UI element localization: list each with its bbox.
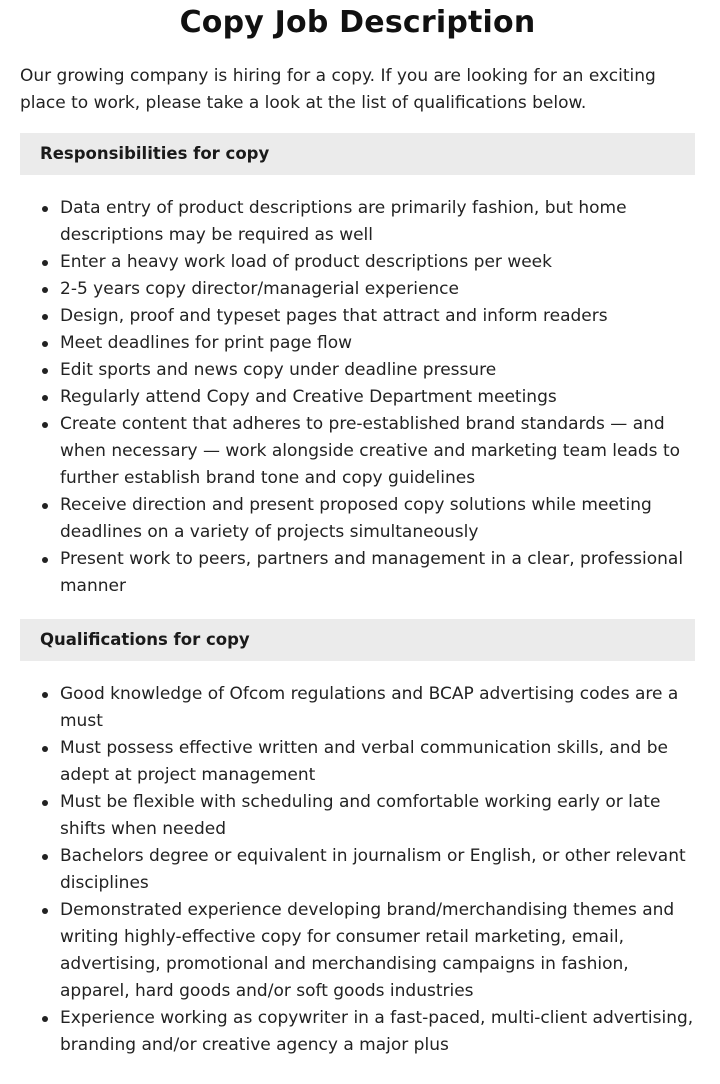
list-item: Enter a heavy work load of product descriptions per week	[60, 249, 695, 276]
responsibilities-list	[20, 195, 695, 600]
list-item: Design, proof and typeset pages that attract and inform readers	[60, 303, 695, 330]
list-item: Data entry of product descriptions are primarily fashion, but home descriptions may be required as well	[60, 195, 695, 249]
list-item: Must be flexible with scheduling and comfortable working early or late shifts when needed	[60, 789, 695, 843]
page-title: Copy Job Description	[179, 5, 536, 40]
list-item: Must possess effective written and verbal communication skills, and be adept at project management	[60, 735, 695, 789]
list-item: Good knowledge of Ofcom regulations and BCAP advertising codes are a must	[60, 681, 695, 735]
responsibilities-heading: Responsibilities for copy	[20, 133, 695, 175]
list-item: Receive direction and present proposed copy solutions while meeting deadlines on a variety of projects simultaneously	[60, 492, 695, 546]
list-item: Experience working as copywriter in a fast-paced, multi-client advertising, branding and/or creative agency a major plus	[60, 1005, 695, 1059]
list-item: Regularly attend Copy and Creative Department meetings	[60, 384, 695, 411]
qualifications-list	[20, 681, 695, 1059]
list-item: Meet deadlines for print page flow	[60, 330, 695, 357]
qualifications-heading: Qualifications for copy	[20, 619, 695, 661]
list-item: Demonstrated experience developing brand/merchandising themes and writing highly-effective copy for consumer retail marketing, email, advertising, promotional and merchandising campaigns in fashion, apparel, hard goods and/or soft goods industries	[60, 897, 695, 1005]
list-item: Present work to peers, partners and management in a clear, professional manner	[60, 546, 695, 600]
list-item: Bachelors degree or equivalent in journalism or English, or other relevant disciplines	[60, 843, 695, 897]
list-item: 2-5 years copy director/managerial experience	[60, 276, 695, 303]
list-item: Edit sports and news copy under deadline pressure	[60, 357, 695, 384]
list-item: Create content that adheres to pre-established brand standards — and when necessary — work alongside creative and marketing team leads to further establish brand tone and copy guidelines	[60, 411, 695, 492]
intro-paragraph: Our growing company is hiring for a copy. If you are looking for an exciting place to work, please take a look at the list of qualifications below.	[20, 66, 656, 113]
